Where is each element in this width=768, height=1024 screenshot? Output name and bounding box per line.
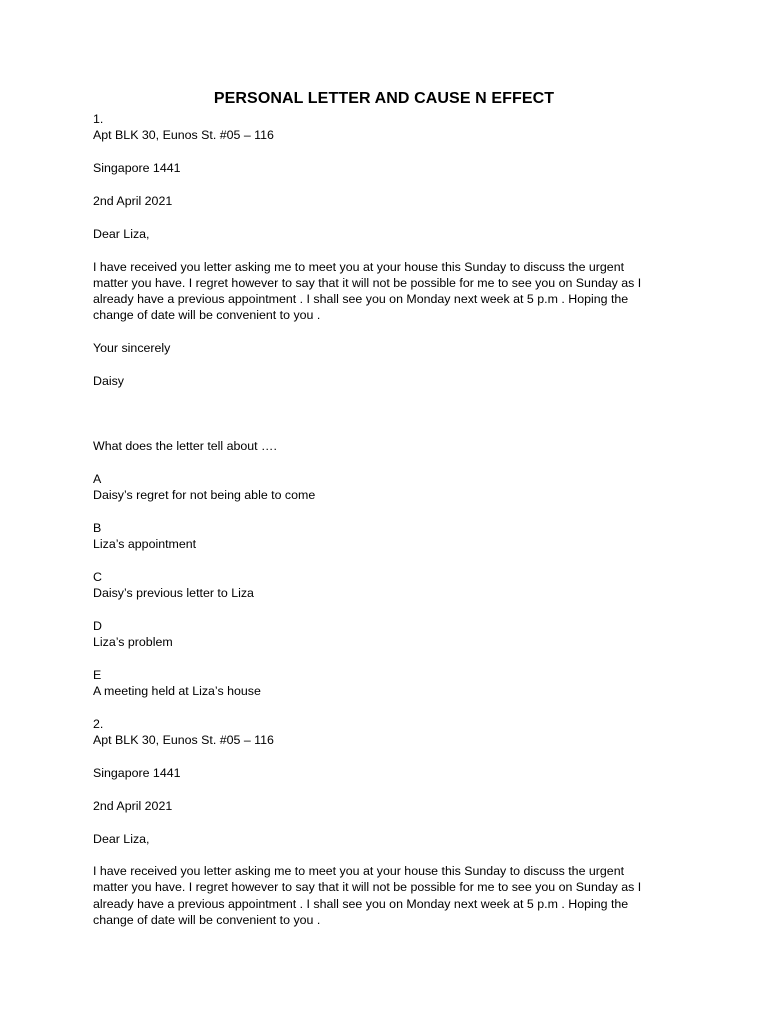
option-text: Daisy’s previous letter to Liza — [93, 586, 254, 600]
option-letter: A — [93, 472, 102, 486]
letter-date: 2nd April 2021 — [93, 194, 173, 208]
letter-body-line: already have a previous appointment . I shall see you on Monday next week at 5 p.m . Hoping the — [93, 897, 629, 911]
option-text: Liza’s appointment — [93, 537, 197, 551]
letter-body-line: change of date will be convenient to you . — [93, 913, 321, 927]
option-letter: B — [93, 521, 102, 535]
question-prompt: What does the letter tell about …. — [93, 439, 277, 453]
option-letter: C — [93, 570, 102, 584]
letter-body-line: matter you have. I regret however to say that it will not be possible for me to see you on Sunday as I — [93, 880, 642, 894]
letter-salutation: Dear Liza, — [93, 227, 150, 241]
address-line: Apt BLK 30, Eunos St. #05 – 116 — [93, 733, 274, 747]
letter-date: 2nd April 2021 — [93, 799, 173, 813]
letter-signature: Daisy — [93, 374, 124, 388]
option-letter: E — [93, 668, 102, 682]
option-text: Liza’s problem — [93, 635, 173, 649]
address-city: Singapore 1441 — [93, 766, 181, 780]
letter-salutation: Dear Liza, — [93, 832, 150, 846]
document-title: PERSONAL LETTER AND CAUSE N EFFECT — [213, 90, 555, 107]
option-text: Daisy’s regret for not being able to come — [93, 488, 316, 502]
letter-body-line: already have a previous appointment . I shall see you on Monday next week at 5 p.m . Hoping the — [93, 292, 629, 306]
letter-body-line: I have received you letter asking me to meet you at your house this Sunday to discuss the urgent — [93, 864, 625, 878]
option-letter: D — [93, 619, 102, 633]
letter-body-line: I have received you letter asking me to meet you at your house this Sunday to discuss the urgent — [93, 260, 625, 274]
address-city: Singapore 1441 — [93, 161, 181, 175]
letter-body-line: change of date will be convenient to you . — [93, 308, 321, 322]
letter-closing: Your sincerely — [93, 341, 171, 355]
option-text: A meeting held at Liza’s house — [93, 684, 261, 698]
letter-body-line: matter you have. I regret however to say that it will not be possible for me to see you on Sunday as I — [93, 276, 642, 290]
section-number: 2. — [93, 717, 104, 731]
section-number: 1. — [93, 112, 104, 126]
address-line: Apt BLK 30, Eunos St. #05 – 116 — [93, 128, 274, 142]
